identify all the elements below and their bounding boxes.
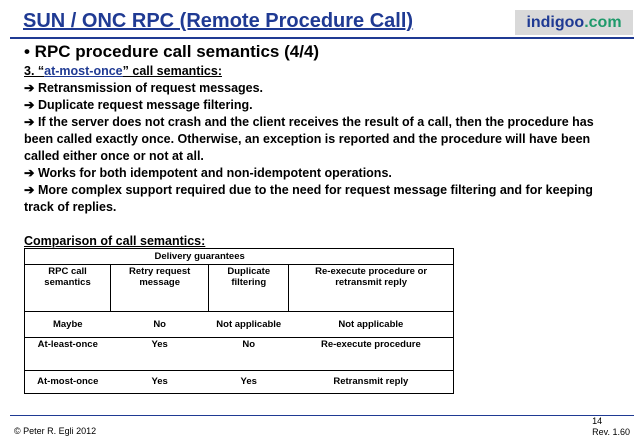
- point-retransmission: ➔ Retransmission of request messages.: [24, 81, 264, 95]
- table-row: [25, 370, 454, 393]
- table-cell: No: [111, 311, 209, 337]
- point-duplicate-filtering: ➔ Duplicate request message filtering.: [24, 98, 253, 112]
- table-cell: Yes: [111, 337, 209, 370]
- table-cell: Retransmit reply: [289, 370, 454, 393]
- item-keyword: at-most-once: [44, 64, 123, 78]
- indigoo-logo: [515, 10, 633, 35]
- revision: Rev. 1.60: [592, 427, 630, 437]
- call-semantics-table: [24, 248, 454, 394]
- paragraph-crash: ➔ If the server does not crash and the client receives the result of a call, then the procedure has been called exactly once. Otherwise, an exception is reported and the procedure will have been called either once or not at all.: [24, 115, 594, 163]
- table-cell: Not applicable: [289, 311, 454, 337]
- comparison-title: Comparison of call semantics:: [24, 234, 206, 248]
- table-row: [25, 337, 454, 370]
- slide-title: SUN / ONC RPC (Remote Procedure Call): [23, 10, 414, 32]
- column-header-semantics: RPC call semantics: [25, 265, 111, 311]
- footer-rule: [10, 415, 634, 416]
- table-cell: No: [209, 337, 289, 370]
- group-header-delivery-guarantees: Delivery guarantees: [111, 249, 289, 265]
- table-group-header-row: [25, 249, 454, 265]
- item-title: [24, 63, 624, 80]
- table-cell: Not applicable: [209, 311, 289, 337]
- table-cell: Yes: [209, 370, 289, 393]
- table-header-row: [25, 265, 454, 311]
- table-cell: Yes: [111, 370, 209, 393]
- page-number: 14: [592, 416, 603, 426]
- slide-content: [24, 42, 624, 250]
- table-cell: At-least-once: [25, 337, 111, 370]
- column-header-reexecute: Re-execute procedure or retransmit reply: [289, 265, 454, 311]
- title-underline-rule: [10, 37, 634, 39]
- paragraph-complex-support: ➔ More complex support required due to the need for request message filtering and for keeping track of replies.: [24, 183, 593, 214]
- logo-tld: .com: [584, 14, 622, 31]
- page-info: [592, 416, 630, 438]
- table-row: [25, 311, 454, 337]
- table-cell: Re-execute procedure: [289, 337, 454, 370]
- table-cell: At-most-once: [25, 370, 111, 393]
- copyright: © Peter R. Egli 2012: [14, 426, 97, 436]
- logo-name: indigoo: [526, 14, 585, 31]
- table-cell: Maybe: [25, 311, 111, 337]
- section-heading: • RPC procedure call semantics (4/4): [24, 42, 320, 61]
- item-number: 3. “: [24, 64, 45, 78]
- point-idempotent: ➔ Works for both idempotent and non-idempotent operations.: [24, 166, 392, 180]
- column-header-retry: Retry request message: [111, 265, 209, 311]
- item-suffix: ” call semantics:: [122, 64, 222, 78]
- body-text: [24, 63, 624, 250]
- column-header-duplicate-filtering: Duplicate filtering: [209, 265, 289, 311]
